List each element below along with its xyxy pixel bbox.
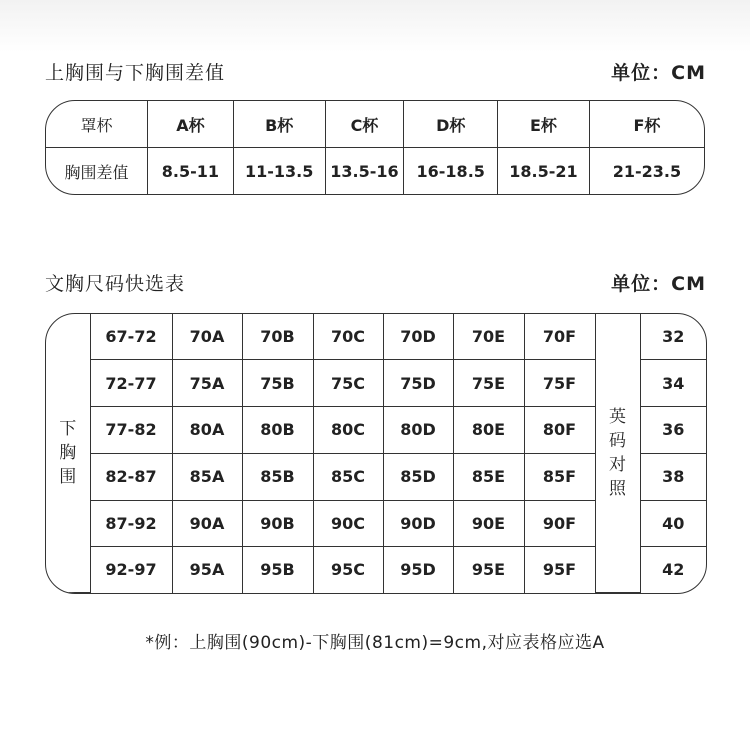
size-cell: 85E — [453, 453, 524, 500]
size-cell: 85A — [172, 453, 242, 500]
section2-unit: 单位：CM — [611, 273, 706, 295]
size-cell: 80C — [313, 406, 383, 453]
size-cell: 95B — [242, 547, 313, 593]
footnote: *例：上胸围(90cm)-下胸围(81cm)=9cm,对应表格应选A — [145, 633, 605, 653]
diff-cell: 11-13.5 — [233, 148, 325, 195]
size-cell: 85D — [383, 453, 453, 500]
cup-cell: C杯 — [325, 101, 404, 148]
size-cell: 85C — [313, 453, 383, 500]
cup-cell: A杯 — [148, 101, 234, 148]
size-cell: 90E — [453, 500, 524, 547]
range-cell: 87-92 — [90, 500, 172, 547]
range-cell: 77-82 — [90, 406, 172, 453]
top-fade — [0, 0, 750, 52]
uk-size-cell: 42 — [640, 547, 706, 593]
cup-row — [46, 101, 704, 148]
size-cell: 95E — [453, 547, 524, 593]
uk-size-cell: 38 — [640, 453, 706, 500]
cup-cell: F杯 — [589, 101, 704, 148]
underbust-label: 下胸围 — [46, 314, 90, 593]
size-cell: 95A — [172, 547, 242, 593]
range-cell: 67-72 — [90, 314, 172, 360]
size-row — [46, 314, 706, 360]
size-cell: 90F — [524, 500, 595, 547]
diff-cell: 13.5-16 — [325, 148, 404, 195]
size-cell: 75C — [313, 360, 383, 407]
size-cell: 85B — [242, 453, 313, 500]
diff-cell: 8.5-11 — [148, 148, 234, 195]
size-cell: 70B — [242, 314, 313, 360]
size-cell: 75B — [242, 360, 313, 407]
size-cell: 95F — [524, 547, 595, 593]
size-cell: 75F — [524, 360, 595, 407]
size-cell: 90C — [313, 500, 383, 547]
size-cell: 70E — [453, 314, 524, 360]
range-cell: 82-87 — [90, 453, 172, 500]
size-cell: 90B — [242, 500, 313, 547]
uk-size-cell: 36 — [640, 406, 706, 453]
size-cell: 80B — [242, 406, 313, 453]
size-cell: 85F — [524, 453, 595, 500]
size-cell: 70C — [313, 314, 383, 360]
size-cell: 95D — [383, 547, 453, 593]
size-cell: 70A — [172, 314, 242, 360]
size-cell: 80F — [524, 406, 595, 453]
uk-size-cell: 40 — [640, 500, 706, 547]
diff-row-label: 胸围差值 — [46, 148, 148, 195]
cup-difference-table — [45, 100, 705, 195]
diff-cell: 16-18.5 — [404, 148, 498, 195]
size-cell: 70D — [383, 314, 453, 360]
size-cell: 90D — [383, 500, 453, 547]
uk-size-cell: 34 — [640, 360, 706, 407]
diff-row — [46, 148, 704, 195]
size-chart-table — [45, 313, 707, 594]
cup-cell: E杯 — [498, 101, 590, 148]
size-cell: 80E — [453, 406, 524, 453]
cup-cell: D杯 — [404, 101, 498, 148]
section2-title: 文胸尺码快选表 — [45, 273, 186, 295]
size-cell: 75D — [383, 360, 453, 407]
section1-title: 上胸围与下胸围差值 — [45, 62, 226, 84]
diff-cell: 21-23.5 — [589, 148, 704, 195]
range-cell: 92-97 — [90, 547, 172, 593]
size-cell: 70F — [524, 314, 595, 360]
size-cell: 80A — [172, 406, 242, 453]
section1-unit: 单位：CM — [611, 62, 706, 84]
size-cell: 95C — [313, 547, 383, 593]
range-cell: 72-77 — [90, 360, 172, 407]
size-cell: 75E — [453, 360, 524, 407]
size-cell: 75A — [172, 360, 242, 407]
diff-cell: 18.5-21 — [498, 148, 590, 195]
size-cell: 90A — [172, 500, 242, 547]
size-cell: 80D — [383, 406, 453, 453]
uk-size-label: 英码对照 — [595, 314, 640, 593]
cup-cell: B杯 — [233, 101, 325, 148]
uk-size-cell: 32 — [640, 314, 706, 360]
cup-row-label: 罩杯 — [46, 101, 148, 148]
